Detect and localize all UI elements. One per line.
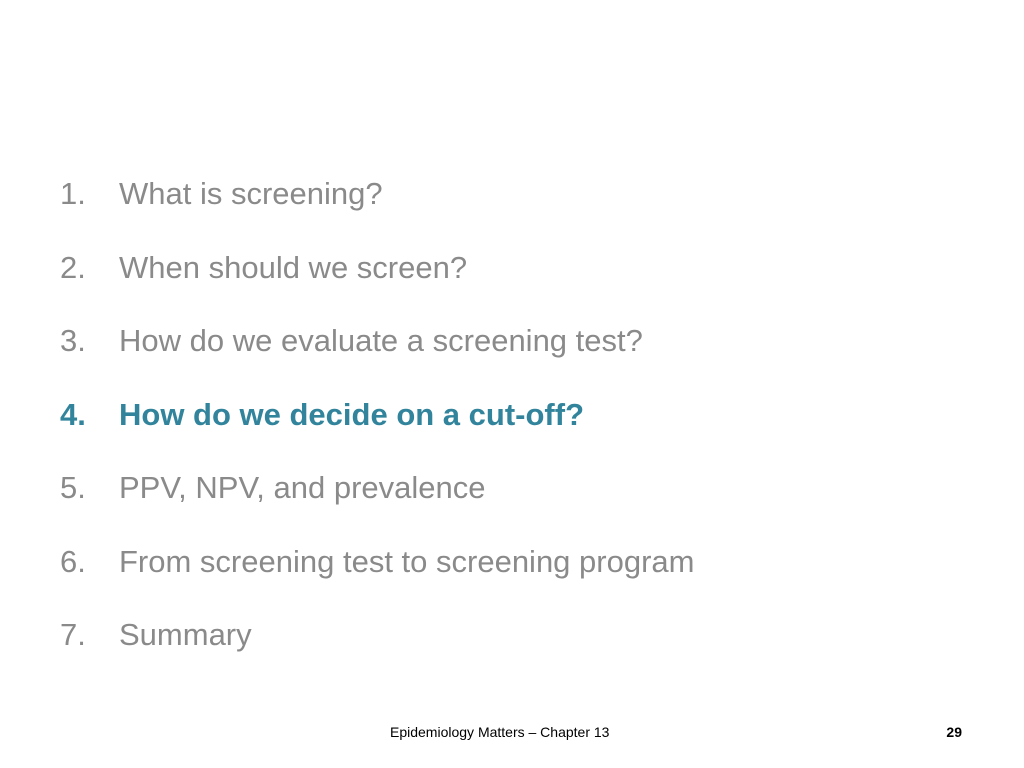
agenda-item-5: [60, 470, 960, 544]
agenda-list: [60, 176, 960, 691]
agenda-item-label: When should we screen?: [119, 249, 468, 285]
agenda-item-label: PPV, NPV, and prevalence: [119, 470, 486, 505]
agenda-item-number: 1.: [60, 176, 86, 211]
agenda-item-label: How do we decide on a cut-off?: [119, 396, 584, 432]
agenda-item-label: What is screening?: [119, 176, 383, 211]
agenda-item-label: Summary: [119, 617, 252, 652]
agenda-item-number: 7.: [60, 617, 86, 652]
agenda-item-number: 4.: [60, 396, 86, 432]
agenda-item-6: [60, 544, 960, 618]
agenda-item-2: [60, 250, 960, 324]
agenda-item-number: 5.: [60, 470, 86, 505]
footer-text: Epidemiology Matters – Chapter 13: [390, 724, 610, 740]
agenda-item-number: 2.: [60, 249, 86, 285]
agenda-item-4-current: [60, 397, 960, 471]
agenda-item-label: How do we evaluate a screening test?: [119, 323, 643, 358]
agenda-item-7: [60, 617, 960, 691]
page-number: 29: [946, 724, 962, 740]
agenda-item-label: From screening test to screening program: [119, 543, 695, 579]
agenda-item-number: 6.: [60, 543, 86, 579]
agenda-item-3: [60, 323, 960, 397]
agenda-item-1: [60, 176, 960, 250]
agenda-item-number: 3.: [60, 323, 86, 358]
